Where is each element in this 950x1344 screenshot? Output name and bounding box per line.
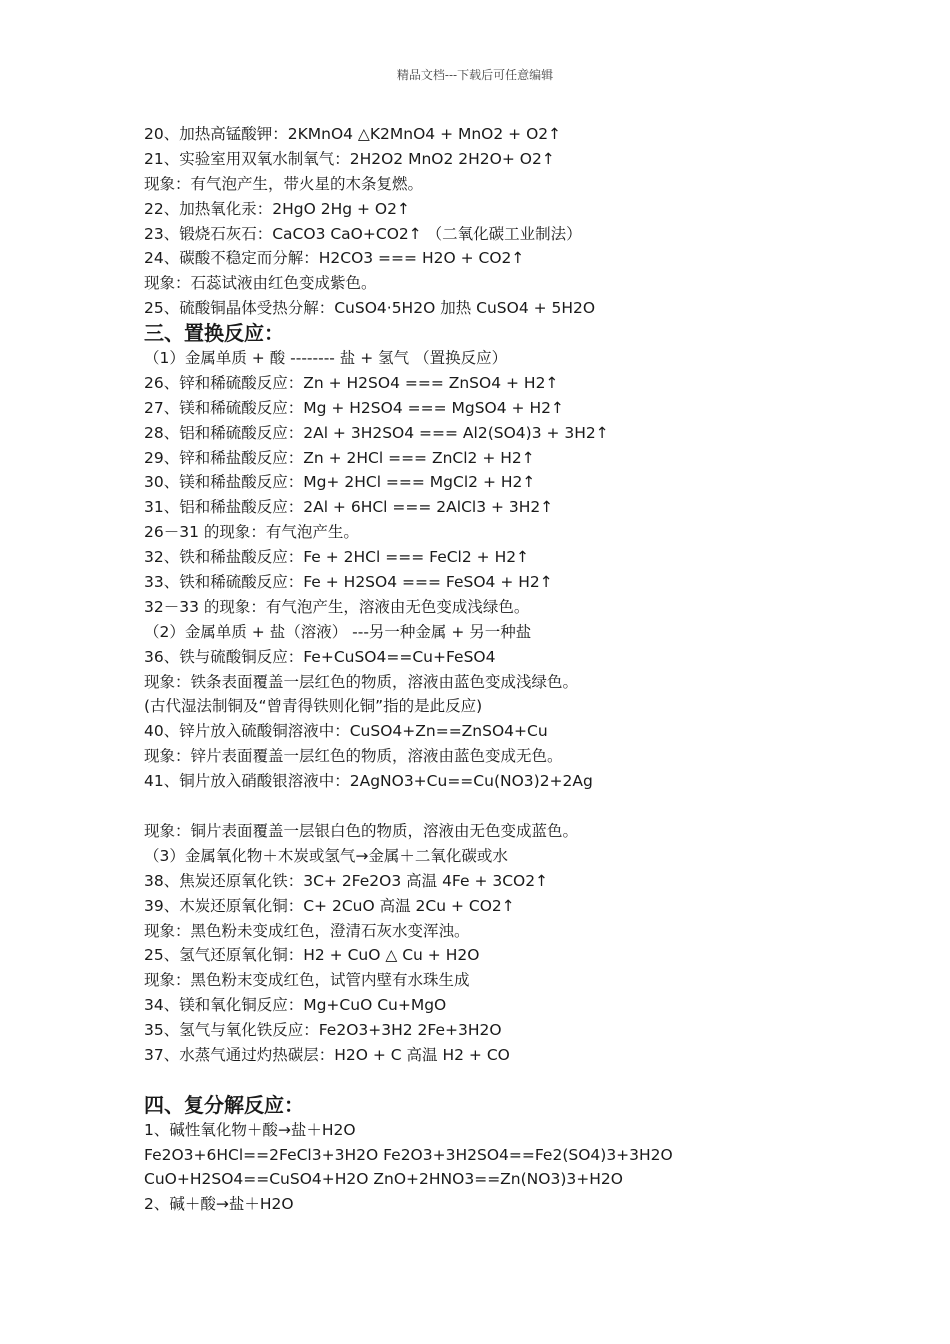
text-line: 30、镁和稀盐酸反应：Mg+ 2HCl === MgCl2 + H2↑ (144, 473, 536, 492)
text-line: 现象：黑色粉末变成红色，试管内壁有水珠生成 (144, 971, 470, 990)
text-line: 41、铜片放入硝酸银溶液中：2AgNO3+Cu==Cu(NO3)2+2Ag (144, 772, 593, 791)
page-header: 精品文档---下载后可任意编辑 (396, 68, 554, 82)
text-line: 现象：有气泡产生，带火星的木条复燃。 (144, 174, 424, 193)
section-heading: 三、置换反应： (144, 321, 284, 346)
text-line: 现象：铁条表面覆盖一层红色的物质，溶液由蓝色变成浅绿色。 (144, 672, 579, 691)
blank-line (144, 794, 924, 819)
text-line: 21、实验室用双氧水制氧气：2H2O2 MnO2 2H2O+ O2↑ (144, 149, 555, 168)
text-line: CuO+H2SO4==CuSO4+H2O ZnO+2HNO3==Zn(NO3)3+H2O (144, 1170, 623, 1189)
text-line: 24、碳酸不稳定而分解：H2CO3 === H2O + CO2↑ (144, 249, 525, 268)
text-line: 38、焦炭还原氧化铁：3C+ 2Fe2O3 高温 4Fe + 3CO2↑ (144, 871, 549, 890)
text-line: （3）金属氧化物＋木炭或氢气→金属＋二氧化碳或水 (144, 846, 508, 865)
text-line: 25、氢气还原氧化铜：H2 + CuO △ Cu + H2O (144, 946, 480, 965)
text-line: （1）金属单质 + 酸 -------- 盐 + 氢气 （置换反应） (144, 349, 508, 368)
text-line: 29、锌和稀盐酸反应：Zn + 2HCl === ZnCl2 + H2↑ (144, 448, 535, 467)
text-line: 34、镁和氧化铜反应：Mg+CuO Cu+MgO (144, 996, 447, 1015)
text-line: 39、木炭还原氧化铜：C+ 2CuO 高温 2Cu + CO2↑ (144, 896, 515, 915)
text-line: 33、铁和稀硫酸反应：Fe + H2SO4 === FeSO4 + H2↑ (144, 573, 553, 592)
text-line: 现象：铜片表面覆盖一层银白色的物质，溶液由无色变成蓝色。 (144, 821, 579, 840)
text-line: Fe2O3+6HCl==2FeCl3+3H2O Fe2O3+3H2SO4==Fe2(SO4)3+3H2O (144, 1145, 673, 1164)
text-line: 32、铁和稀盐酸反应：Fe + 2HCl === FeCl2 + H2↑ (144, 548, 530, 567)
text-line: 25、硫酸铜晶体受热分解：CuSO4·5H2O 加热 CuSO4 + 5H2O (144, 299, 596, 318)
text-line: 22、加热氧化汞：2HgO 2Hg + O2↑ (144, 199, 410, 218)
text-line: 36、铁与硫酸铜反应：Fe+CuSO4==Cu+FeSO4 (144, 647, 496, 666)
text-line: 2、碱＋酸→盐＋H2O (144, 1195, 294, 1214)
text-line: 31、铝和稀盐酸反应：2Al + 6HCl === 2AlCl3 + 3H2↑ (144, 498, 554, 517)
text-line: 40、锌片放入硫酸铜溶液中：CuSO4+Zn==ZnSO4+Cu (144, 722, 548, 741)
text-line: 35、氢气与氧化铁反应：Fe2O3+3H2 2Fe+3H2O (144, 1021, 502, 1040)
text-line: 23、锻烧石灰石：CaCO3 CaO+CO2↑ （二氧化碳工业制法） (144, 224, 582, 243)
text-line: 32－33 的现象：有气泡产生，溶液由无色变成浅绿色。 (144, 597, 530, 616)
text-line: 27、镁和稀硫酸反应：Mg + H2SO4 === MgSO4 + H2↑ (144, 398, 564, 417)
text-line: 28、铝和稀硫酸反应：2Al + 3H2SO4 === Al2(SO4)3 + 3H2↑ (144, 423, 609, 442)
document-body (144, 122, 924, 1217)
text-line: 现象：锌片表面覆盖一层红色的物质，溶液由蓝色变成无色。 (144, 747, 563, 766)
section-heading: 四、复分解反应： (144, 1092, 304, 1117)
text-line: 现象：石蕊试液由红色变成紫色。 (144, 274, 377, 293)
text-line: 37、水蒸气通过灼热碳层：H2O + C 高温 H2 + CO (144, 1045, 510, 1064)
text-line: 26－31 的现象：有气泡产生。 (144, 523, 359, 542)
text-line: （2）金属单质 + 盐（溶液） ---另一种金属 + 另一种盐 (144, 622, 532, 641)
text-line: 26、锌和稀硫酸反应：Zn + H2SO4 === ZnSO4 + H2↑ (144, 373, 559, 392)
text-line: 现象：黑色粉未变成红色，澄清石灰水变浑浊。 (144, 921, 470, 940)
blank-line (144, 1068, 924, 1093)
text-line: (古代湿法制铜及“曾青得铁则化铜”指的是此反应) (144, 697, 483, 716)
text-line: 1、碱性氧化物＋酸→盐＋H2O (144, 1120, 356, 1139)
text-line: 20、加热高锰酸钾：2KMnO4 △K2MnO4 + MnO2 + O2↑ (144, 125, 562, 143)
